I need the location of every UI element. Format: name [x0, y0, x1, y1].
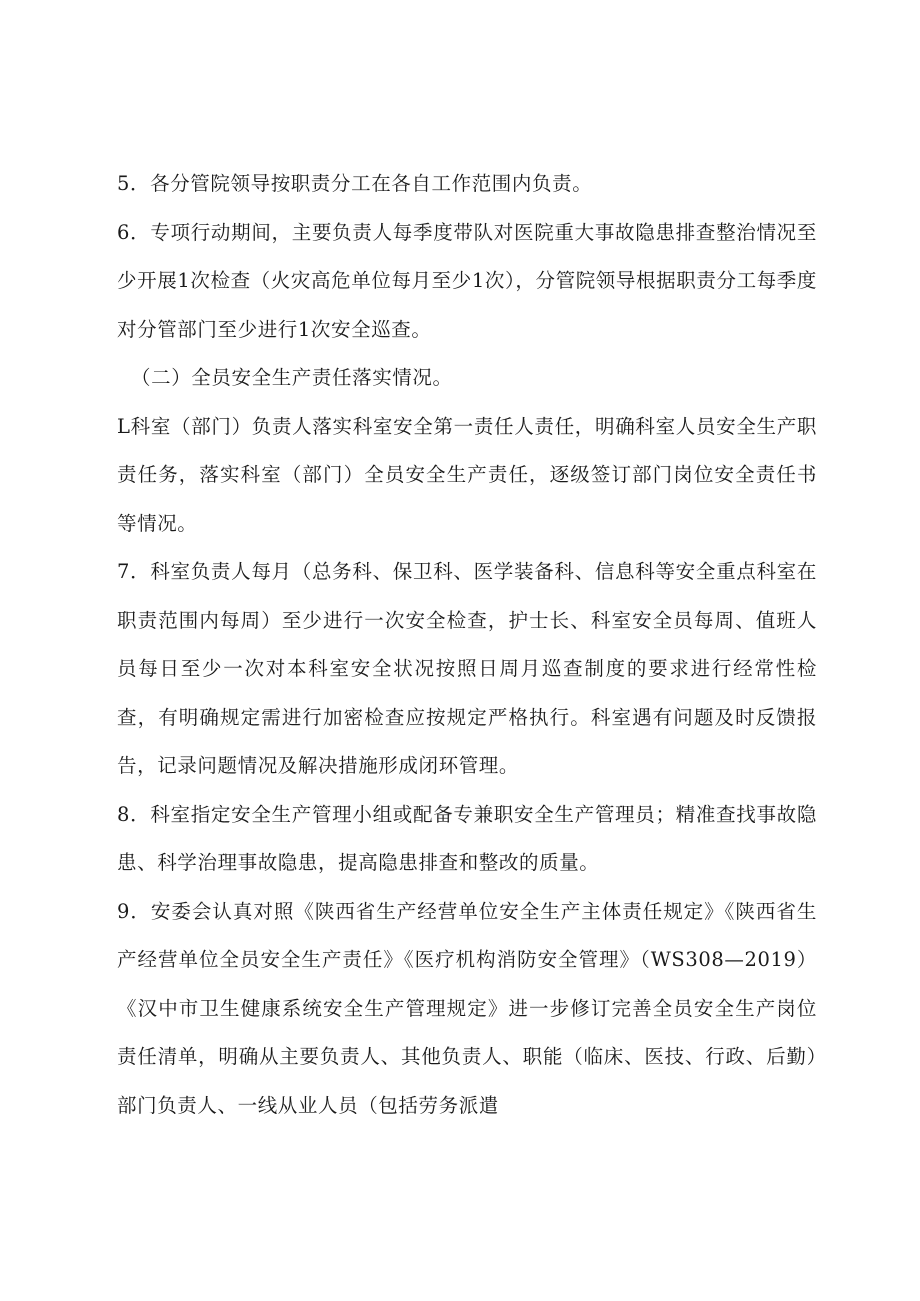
paragraph-item-7: 7．科室负责人每月（总务科、保卫科、医学装备科、信息科等安全重点科室在职责范围内每周）至少进行一次安全检查，护士长、科室安全员每周、值班人员每日至少一次对本科室安全状况按照日周月巡查制度的要求进行经常性检查，有明确规定需进行加密检查应按规定严格执行。科室遇有问题及时反馈报告，记录问题情况及解决措施形成闭环管理。: [117, 560, 817, 777]
paragraph-item-9: 9．安委会认真对照《陕西省生产经营单位安全生产主体责任规定》《陕西省生产经营单位全员安全生产责任》《医疗机构消防安全管理》（WS308—2019）《汉中市卫生健康系统安全生产管理规定》进一步修订完善全员安全生产岗位责任清单，明确从主要负责人、其他负责人、职能（临床、医技、行政、后勤）部门负责人、一线从业人员（包括劳务派遣: [117, 899, 817, 1117]
paragraph-item-8: 8．科室指定安全生产管理小组或配备专兼职安全生产管理员；精准查找事故隐患、科学治理事故隐患，提高隐患排查和整改的质量。: [117, 802, 817, 874]
section-heading-2: （二）全员安全生产责任落实情况。: [131, 366, 453, 389]
paragraph-item-1: L科室（部门）负责人落实科室安全第一责任人责任，明确科室人员安全生产职责任务，落实科室（部门）全员安全生产责任，逐级签订部门岗位安全责任书等情况。: [117, 414, 817, 535]
document-body: [117, 160, 817, 1130]
paragraph-item-5: 5．各分管院领导按职责分工在各自工作范围内负责。: [117, 172, 593, 195]
paragraph-item-6: 6．专项行动期间，主要负责人每季度带队对医院重大事故隐患排查整治情况至少开展1次检查（火灾高危单位每月至少1次），分管院领导根据职责分工每季度对分管部门至少进行1次安全巡查。: [117, 220, 817, 341]
